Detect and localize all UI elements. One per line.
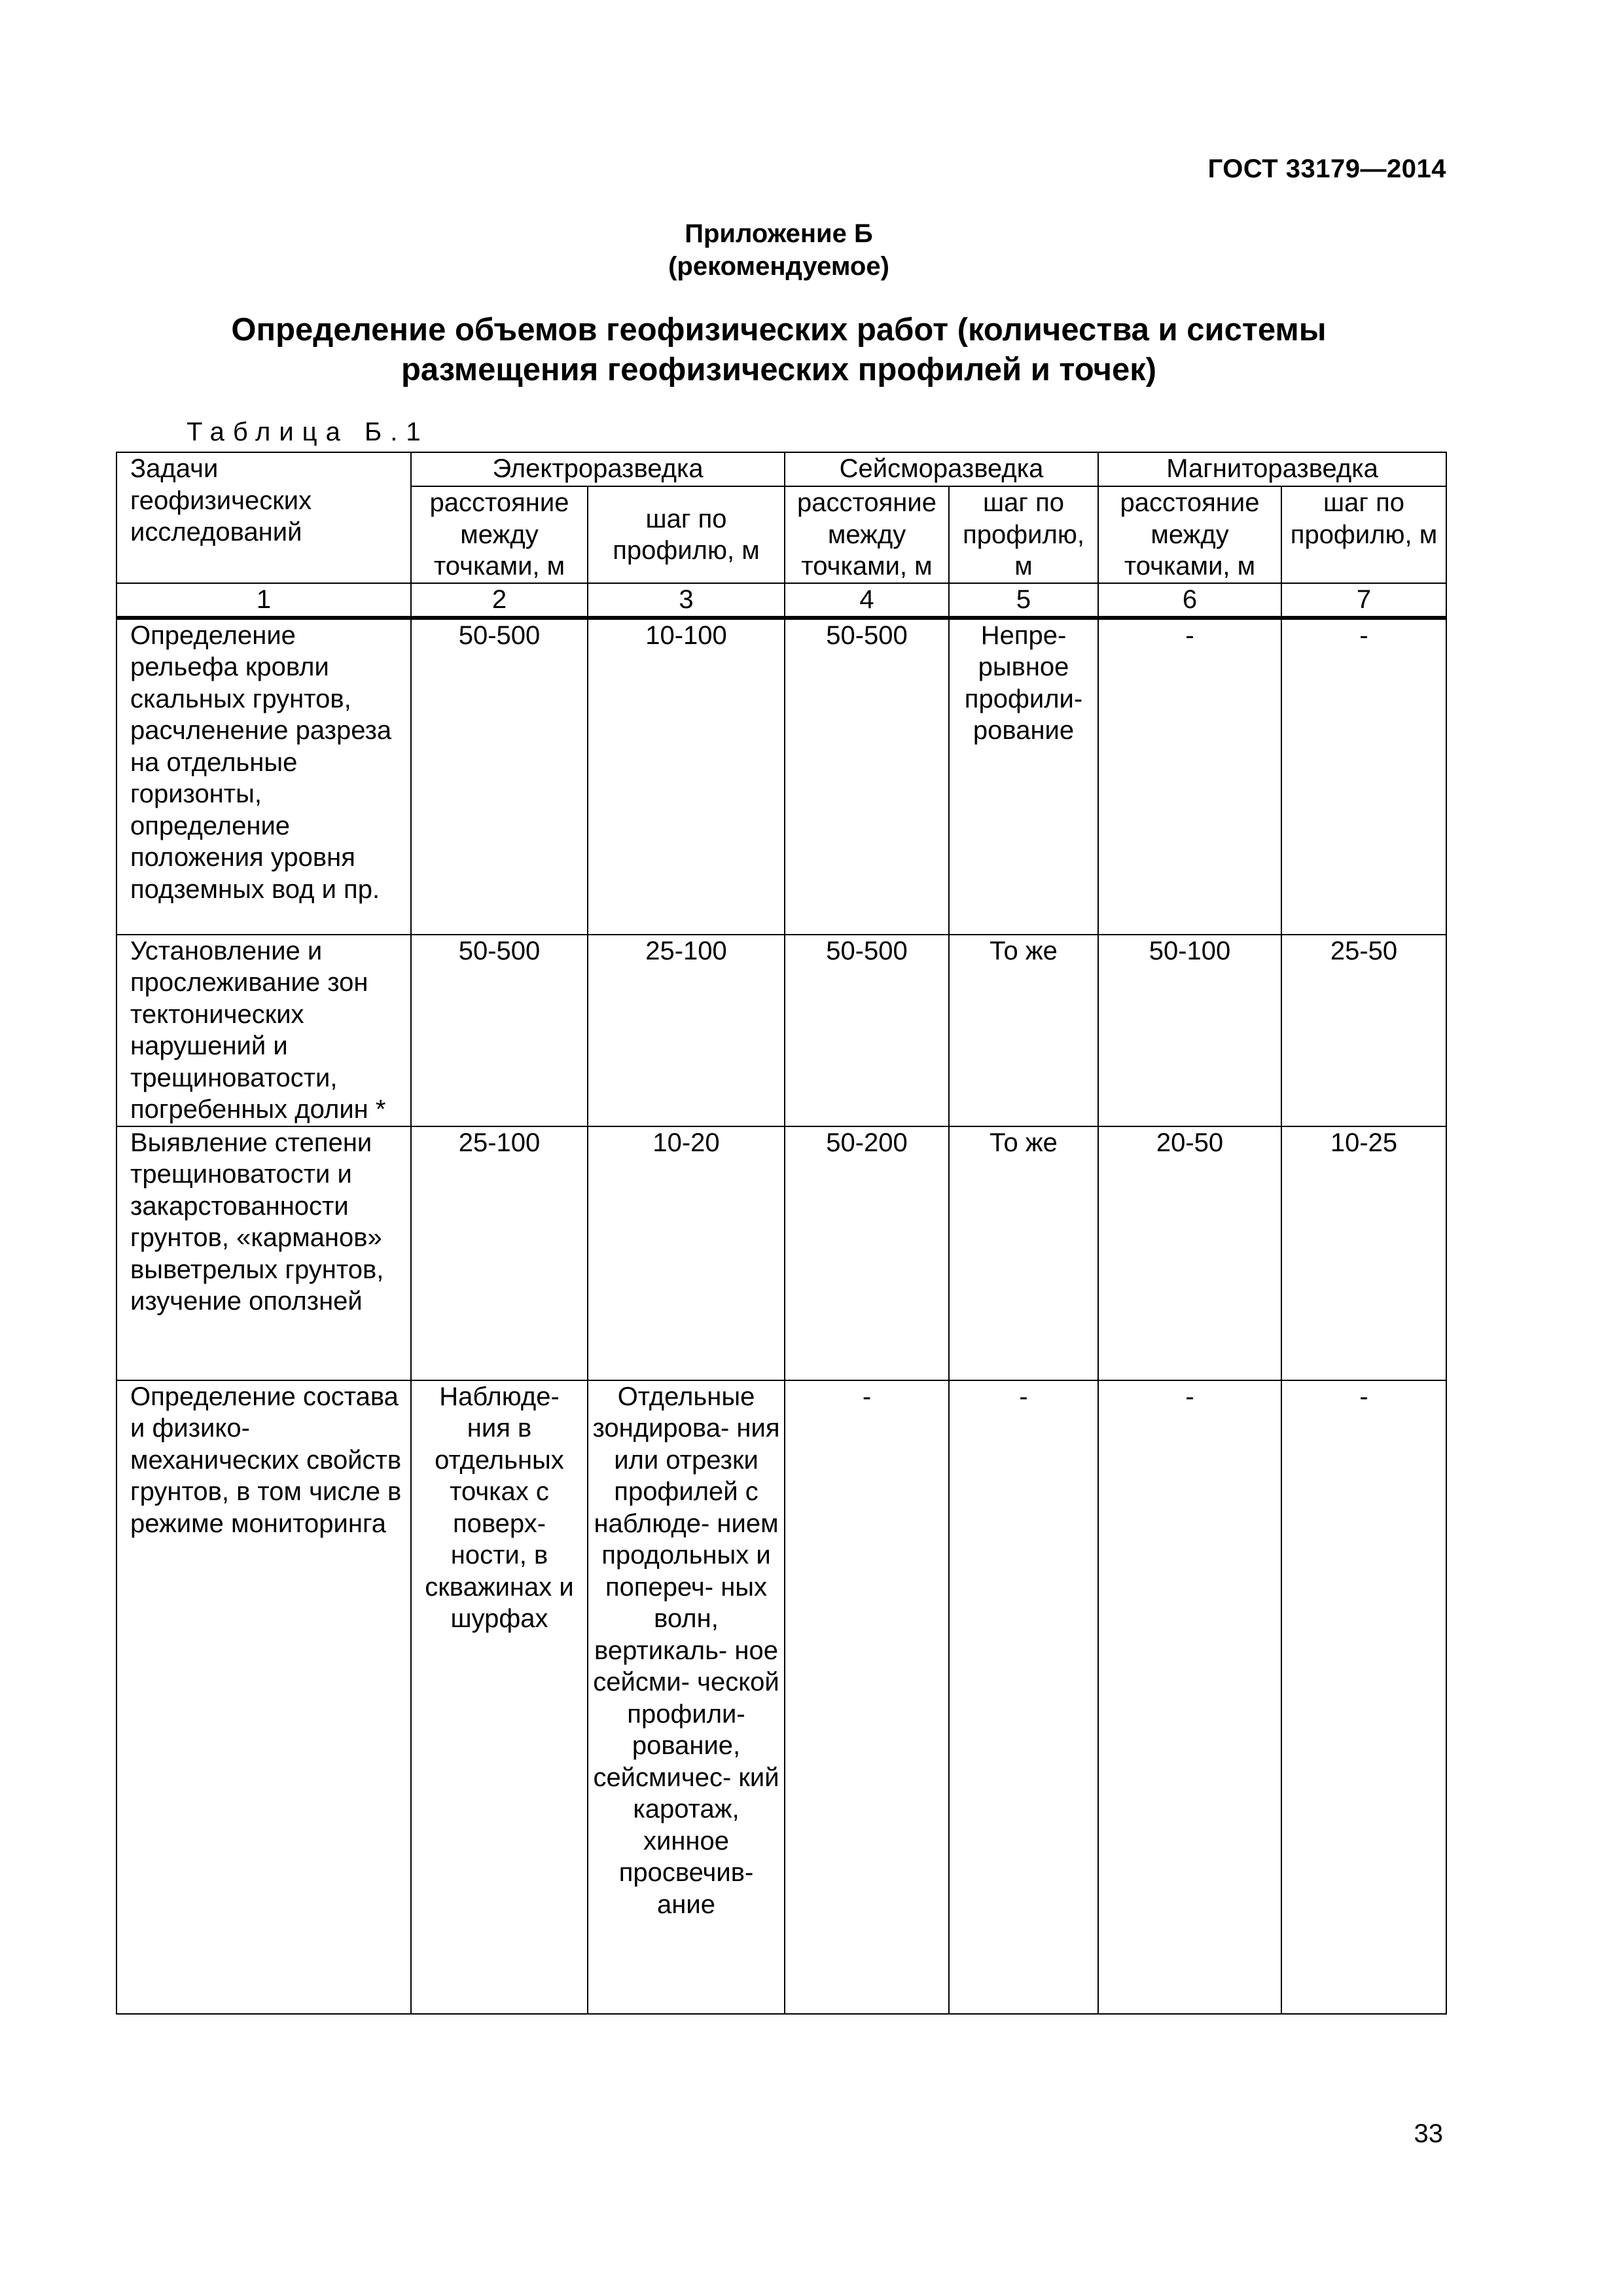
row-task: Установление и прослеживание зон тектонических нарушений и трещиноватости, погребенных долин * <box>116 935 411 1126</box>
table-row <box>116 618 1446 935</box>
row-seismo-distance: 50-200 <box>785 1126 949 1380</box>
page-number: 33 <box>1414 2119 1443 2148</box>
row-seismo-distance: 50-500 <box>785 935 949 1126</box>
table-row <box>116 935 1446 1126</box>
row-seismo-step: То же <box>949 1126 1098 1380</box>
row-magneto-distance: 20-50 <box>1098 1126 1281 1380</box>
appendix-note: (рекомендуемое) <box>668 252 889 281</box>
column-number: 1 <box>116 583 411 618</box>
header-electro: Электроразведка <box>411 452 785 486</box>
row-seismo-distance: - <box>785 1380 949 2014</box>
table-row <box>116 1126 1446 1380</box>
table-header-row-1 <box>116 452 1446 486</box>
header-magneto: Магниторазведка <box>1098 452 1446 486</box>
row-magneto-step: 25-50 <box>1281 935 1446 1126</box>
column-number-row <box>116 583 1446 618</box>
header-magneto-step: шаг по профилю, м <box>1281 486 1446 583</box>
column-number: 4 <box>785 583 949 618</box>
header-seismo-distance: расстояние между точками, м <box>785 486 949 583</box>
column-number: 3 <box>588 583 785 618</box>
row-electro-distance: 25-100 <box>411 1126 588 1380</box>
row-task: Выявление степени трещиноватости и закарстованности грунтов, «карманов» выветрелых грунтов, изучение оползней <box>116 1126 411 1380</box>
header-electro-step: шаг по профилю, м <box>588 486 785 583</box>
appendix-title: Приложение Б <box>685 219 873 248</box>
document-code: ГОСТ 33179—2014 <box>1207 154 1446 183</box>
column-number: 6 <box>1098 583 1281 618</box>
row-magneto-distance: - <box>1098 618 1281 935</box>
column-number: 7 <box>1281 583 1446 618</box>
row-magneto-distance: 50-100 <box>1098 935 1281 1126</box>
page-title-line-2: размещения геофизических профилей и точек) <box>401 352 1157 387</box>
row-magneto-step: - <box>1281 1380 1446 2014</box>
row-electro-distance: 50-500 <box>411 618 588 935</box>
geophysics-volume-table <box>116 452 1447 2015</box>
row-magneto-distance: - <box>1098 1380 1281 2014</box>
table-row <box>116 1380 1446 2014</box>
column-number: 5 <box>949 583 1098 618</box>
row-seismo-step: То же <box>949 935 1098 1126</box>
row-electro-step: Отдельные зондирова- ния или отрезки профилей с наблюде- нием продольных и попереч- ных волн, вертикаль- ное сейсми- ческой профили- рование, сейсмичес- кий каротаж, хинное просвечив- ание <box>588 1380 785 2014</box>
header-seismo-step: шаг по профилю, м <box>949 486 1098 583</box>
row-electro-distance: Наблюде- ния в отдельных точках с поверх- ности, в скважинах и шурфах <box>411 1380 588 2014</box>
row-task: Определение рельефа кровли скальных грунтов, расчленение разреза на отдельные горизонты, определение положения уровня подземных вод и пр. <box>116 618 411 935</box>
column-number: 2 <box>411 583 588 618</box>
header-electro-distance: расстояние между точками, м <box>411 486 588 583</box>
row-electro-step: 10-100 <box>588 618 785 935</box>
row-electro-step: 10-20 <box>588 1126 785 1380</box>
page-title <box>0 310 1558 390</box>
row-electro-distance: 50-500 <box>411 935 588 1126</box>
row-magneto-step: 10-25 <box>1281 1126 1446 1380</box>
table-caption: Таблица Б.1 <box>187 418 429 446</box>
row-seismo-step: Непре- рывное профили- рование <box>949 618 1098 935</box>
row-seismo-step: - <box>949 1380 1098 2014</box>
row-electro-step: 25-100 <box>588 935 785 1126</box>
row-seismo-distance: 50-500 <box>785 618 949 935</box>
header-magneto-distance: расстояние между точками, м <box>1098 486 1281 583</box>
header-task: Задачи геофизических исследований <box>116 452 411 583</box>
header-seismo: Сейсморазведка <box>785 452 1098 486</box>
page-title-line-1: Определение объемов геофизических работ (количества и системы <box>231 312 1327 348</box>
appendix-heading <box>0 217 1558 283</box>
row-task: Определение состава и физико-механических свойств грунтов, в том числе в режиме мониторинга <box>116 1380 411 2014</box>
row-magneto-step: - <box>1281 618 1446 935</box>
